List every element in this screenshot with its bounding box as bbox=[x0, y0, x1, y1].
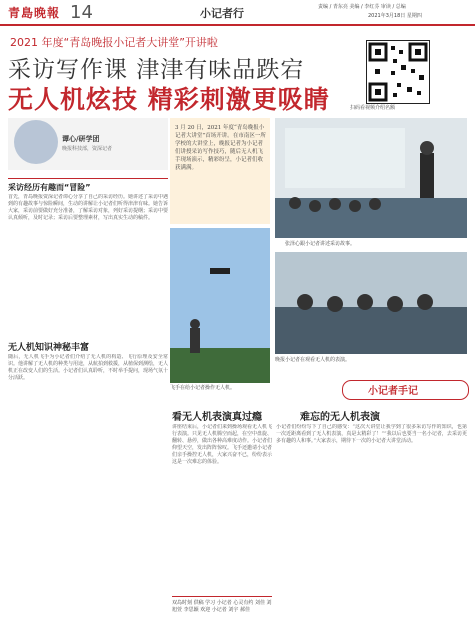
section1-text: 首先，青岛晚报资深记者谭心分享了自己的采访经历。她讲述了采访中遇到的有趣故事与惊险瞬间，生动的讲解让小记者们听得津津有味。她告诉大家，采访前要做好充分准备，了解采访对象，列好采访提纲；采访中要认真倾听，及时记录；采访后要整理素材，写出真实生动的稿件。 bbox=[8, 194, 168, 221]
footer-credits: 双岛时刻 供稿 学习 小记者 心灵有约 刘佳 刘旭萱 李思颖 欢迎 小记者 刘宇 郝佳 bbox=[172, 600, 272, 613]
caption-photo3: 飞手在给小记者操作无人机。 bbox=[170, 385, 236, 391]
intro-text: 3 月 20 日，2021 年度“青岛晚报小记者大讲堂”首场开讲。在市南区一所学校的大讲堂上，晚报记者为小记者们讲授采访写作技巧，随后无人机飞手现场演示，精彩纷呈，小记者们收获满满。 bbox=[175, 125, 266, 171]
qr-caption: 扫码看视频介绍名额 bbox=[350, 105, 396, 111]
headline-kicker: 2021 年度“青岛晚报小记者大讲堂”开讲啦 bbox=[10, 36, 218, 49]
section4-text: 小记者们纷纷写下了自己的感受：“这次大讲堂让我学到了很多采访写作的知识，也第一次近距离看到了无人机表演，真是太精彩了！”“我以后也要当一名小记者，去采访更多有趣的人和事。”大家表示，期待下一次的小记者大讲堂活动。 bbox=[276, 424, 467, 444]
section3-text: 讲座结束后，小记者们来到操场观看无人机飞行表演。只见无人机腾空而起，在空中盘旋、翻转、悬停，做出各种高难度动作。小记者们仰望天空，发出阵阵惊叹。飞手还邀请小记者们亲手操控无人机，大家兴奋不已，纷纷表示这是一次难忘的体验。 bbox=[172, 424, 272, 465]
caption-photo2: 晚报小记者在观看无人机的表演。 bbox=[275, 357, 351, 363]
issue-date: 2021年3月18日 星期四 bbox=[368, 13, 422, 19]
reporter-name: 谭心/研学团 bbox=[62, 135, 100, 143]
reporter-avatar bbox=[14, 120, 58, 164]
section2-text: 随后，无人机飞手为小记者们介绍了无人机的构造、飞行原理及安全常识。他讲解了无人机的种类与用途，从航拍到救援，从植保到测绘，无人机正在改变人们的生活。小记者们认真聆听，不时举手提问，现场气氛十分活跃。 bbox=[8, 354, 168, 381]
notes-tag-label: 小记者手记 bbox=[368, 386, 418, 397]
caption-photo1: 张泽心跟小记者讲述采访故事。 bbox=[285, 241, 356, 247]
classroom-photo bbox=[275, 118, 467, 238]
audience-photo bbox=[275, 252, 467, 354]
section2-title: 无人机知识神秘丰富 bbox=[8, 343, 90, 353]
reporter-title: 晚报科技部，资深记者 bbox=[62, 146, 113, 152]
qr-code-icon[interactable] bbox=[366, 40, 430, 104]
headline-main: 采访写作课 津津有味品跌宕 bbox=[8, 57, 305, 83]
top-rule bbox=[0, 24, 475, 26]
drone-photo bbox=[170, 228, 270, 383]
section3-title: 看无人机表演真过瘾 bbox=[172, 412, 262, 423]
section-title: 小记者行 bbox=[200, 7, 244, 20]
section1-title: 采访经历有趣而“冒险” bbox=[8, 183, 91, 192]
headline-sub: 无人机炫技 精彩刺激更吸睛 bbox=[8, 85, 330, 114]
footer-rule bbox=[172, 596, 272, 597]
section4-title: 难忘的无人机表演 bbox=[300, 412, 380, 423]
newspaper-logo: 青島晚報 bbox=[8, 6, 61, 20]
divider bbox=[8, 178, 168, 179]
page-number: 14 bbox=[70, 2, 93, 23]
editor-credits: 责编 / 青东亮 美编 / 李红芬 审读 / 总编 bbox=[318, 4, 406, 10]
